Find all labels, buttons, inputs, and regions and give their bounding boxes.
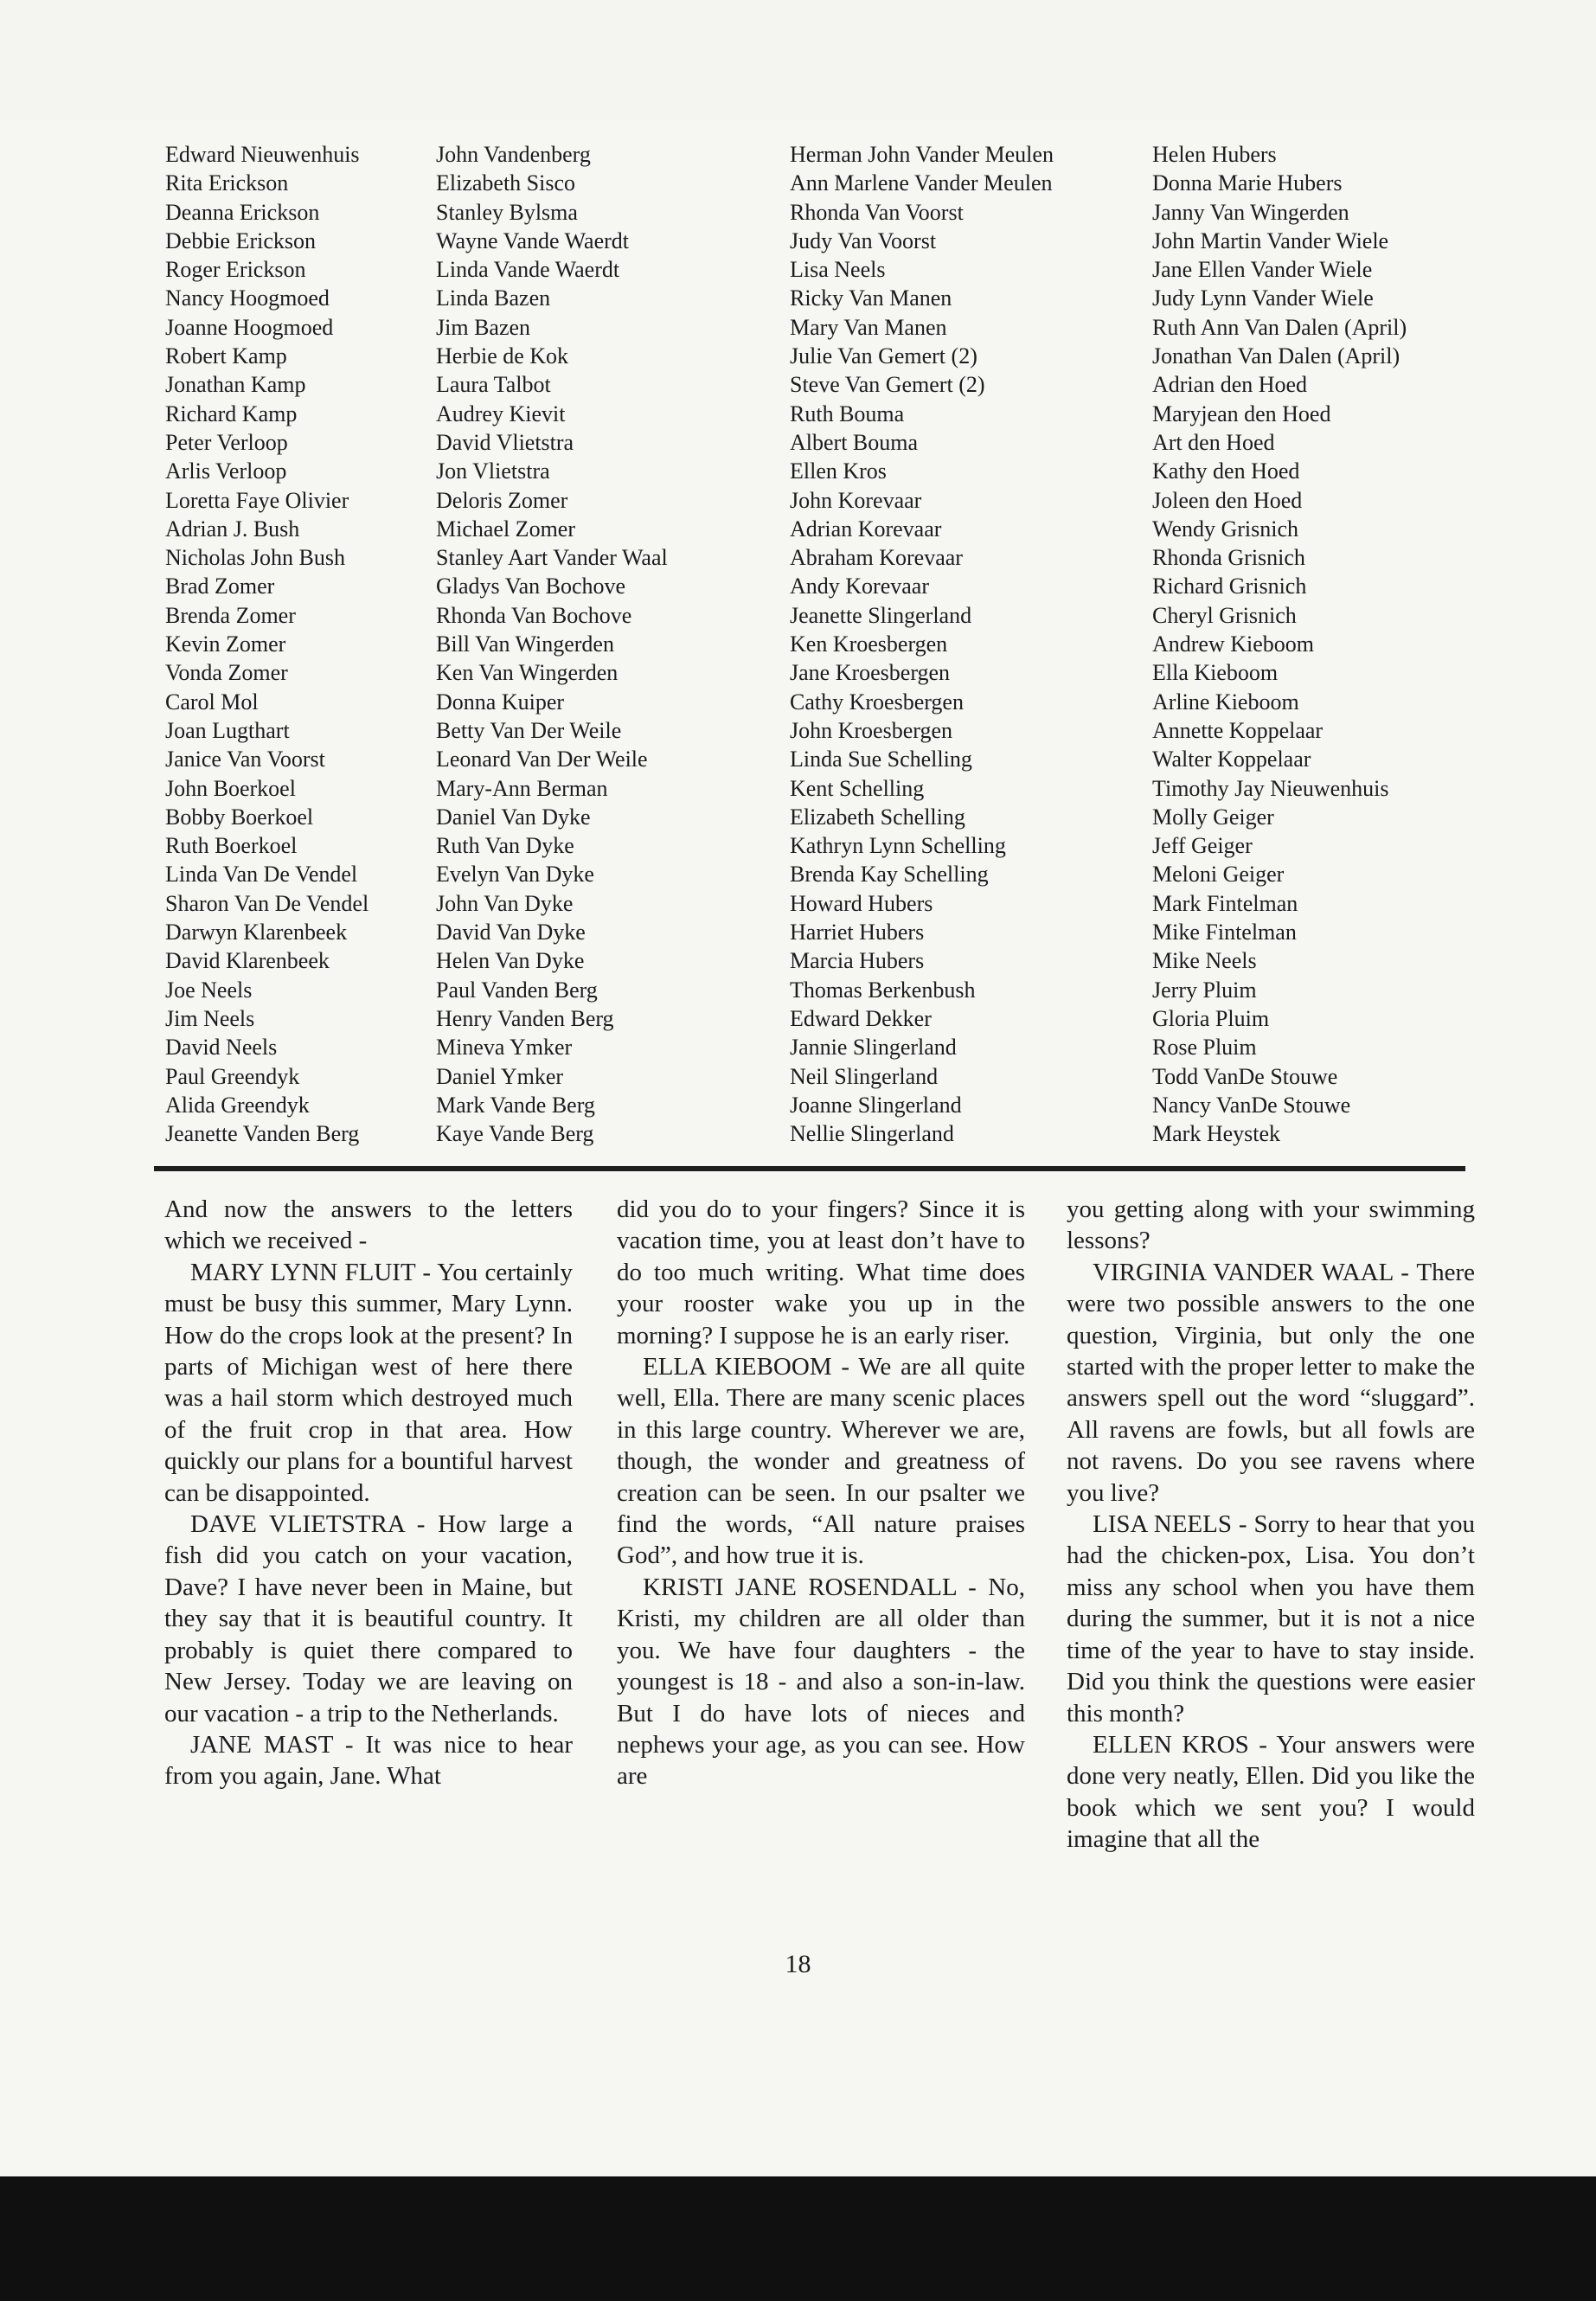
name-entry: Ken Kroesbergen (790, 631, 948, 657)
name-entry: Bill Van Wingerden (436, 631, 614, 657)
name-entry: Andrew Kieboom (1152, 631, 1315, 657)
name-entry: Elizabeth Schelling (790, 804, 965, 830)
name-entry: Jon Vlietstra (436, 458, 550, 484)
name-entry: Jerry Pluim (1152, 977, 1257, 1003)
name-entry: Sharon Van De Vendel (165, 890, 369, 916)
name-entry: Deanna Erickson (165, 199, 320, 225)
name-entry: Albert Bouma (790, 429, 919, 455)
name-entry: Julie Van Gemert (2) (790, 343, 977, 369)
name-entry: Annette Koppelaar (1152, 717, 1324, 743)
name-entry: Adrian J. Bush (165, 516, 300, 542)
name-entry: Stanley Aart Vander Waal (436, 545, 668, 571)
name-entry: Betty Van Der Weile (436, 717, 622, 743)
name-entry: Cathy Kroesbergen (790, 689, 964, 715)
name-entry: Mark Fintelman (1152, 890, 1298, 916)
name-entry: David Van Dyke (436, 920, 586, 945)
name-entry: Kaye Vande Berg (436, 1121, 594, 1147)
name-entry: Rhonda Van Voorst (790, 199, 964, 225)
name-entry: Ella Kieboom (1152, 660, 1279, 686)
letter-paragraph: MARY LYNN FLUIT - You certainly must be busy this summer, Mary Lynn. How do the crops look at the present? In parts of Michigan west of here there was a hail storm which destroyed much of the fruit crop in that area. How quickly our plans for a bountiful harvest can be disappointed. (164, 1258, 573, 1507)
letter-paragraph: And now the answers to the letters which we received - (164, 1195, 573, 1255)
name-entry: Arlis Verloop (165, 458, 287, 484)
name-entry: Rose Pluim (1152, 1035, 1257, 1061)
name-entry: Jannie Slingerland (790, 1035, 957, 1061)
name-entry: Kathy den Hoed (1152, 458, 1300, 484)
name-entry: Herman John Vander Meulen (790, 142, 1054, 167)
names-column-3 (790, 140, 1054, 1148)
name-entry: Jonathan Kamp (165, 372, 306, 398)
letter-paragraph: you getting along with your swimming lessons? (1067, 1195, 1475, 1255)
names-column-4 (1152, 140, 1407, 1148)
name-entry: Michael Zomer (436, 516, 575, 542)
name-entry: Ruth Boerkoel (165, 833, 298, 859)
bottom-margin (0, 2176, 1596, 2301)
name-entry: Ken Van Wingerden (436, 660, 619, 686)
name-entry: Jim Bazen (436, 314, 531, 340)
name-entry: Marcia Hubers (790, 948, 925, 974)
name-entry: Wayne Vande Waerdt (436, 228, 629, 253)
name-entry: John Van Dyke (436, 890, 574, 916)
name-entry: Alida Greendyk (165, 1092, 310, 1118)
name-entry: Nellie Slingerland (790, 1121, 954, 1147)
name-entry: Helen Van Dyke (436, 948, 585, 974)
name-entry: Neil Slingerland (790, 1063, 939, 1089)
name-entry: Robert Kamp (165, 343, 287, 369)
name-entry: Richard Kamp (165, 401, 298, 426)
name-entry: Jeff Geiger (1152, 833, 1253, 859)
name-entry: Art den Hoed (1152, 429, 1275, 455)
name-entry: Rita Erickson (165, 170, 289, 196)
name-entry: Deloris Zomer (436, 487, 568, 513)
name-entry: Joanne Slingerland (790, 1092, 962, 1118)
name-entry: Jim Neels (165, 1005, 255, 1031)
name-entry: Herbie de Kok (436, 343, 569, 369)
name-entry: Nancy Hoogmoed (165, 285, 330, 311)
name-entry: Mark Vande Berg (436, 1092, 595, 1118)
name-entry: Linda Vande Waerdt (436, 257, 620, 283)
name-entry: Wendy Grisnich (1152, 516, 1299, 542)
name-entry: Joleen den Hoed (1152, 487, 1303, 513)
name-entry: Harriet Hubers (790, 920, 925, 945)
letter-paragraph: DAVE VLIETSTRA - How large a fish did you catch on your vacation, Dave? I have never been in Maine, but they say that it is beautiful country. It probably is quiet there compared to New Jersey. Today we are leaving on our vacation - a trip to the Netherlands. (164, 1510, 573, 1727)
letter-paragraph: KRISTI JANE ROSENDALL - No, Kristi, my children are all older than you. We have four daughters - the youngest is 18 - and also a son-in-law. But I do have lots of nieces and nephews your age, as you can see. How are (617, 1573, 1025, 1791)
name-entry: Elizabeth Sisco (436, 170, 576, 196)
name-entry: Vonda Zomer (165, 660, 288, 686)
name-entry: Judy Lynn Vander Wiele (1152, 285, 1374, 311)
name-entry: Richard Grisnich (1152, 574, 1307, 599)
name-entry: Stanley Bylsma (436, 199, 578, 225)
name-entry: Walter Koppelaar (1152, 747, 1311, 772)
name-entry: Steve Van Gemert (2) (790, 372, 985, 398)
letter-paragraph: ELLEN KROS - Your answers were done very neatly, Ellen. Did you like the book which we sent you? I would imagine that all the (1067, 1730, 1475, 1854)
letters-column-3 (1067, 1194, 1475, 1856)
name-entry: Abraham Korevaar (790, 545, 963, 571)
name-entry: Carol Mol (165, 689, 259, 715)
name-entry: Peter Verloop (165, 429, 288, 455)
name-entry: Linda Bazen (436, 285, 551, 311)
name-entry: Audrey Kievit (436, 401, 566, 426)
name-entry: Arline Kieboom (1152, 689, 1299, 715)
name-entry: Brad Zomer (165, 574, 275, 599)
names-column-1 (165, 140, 369, 1148)
name-entry: Ricky Van Manen (790, 285, 952, 311)
name-entry: John Korevaar (790, 487, 922, 513)
name-entry: Jonathan Van Dalen (April) (1152, 343, 1401, 369)
names-column-2 (436, 140, 668, 1148)
name-entry: Henry Vanden Berg (436, 1005, 614, 1031)
name-entry: Rhonda Grisnich (1152, 545, 1305, 571)
letter-paragraph: did you do to your fingers? Since it is vacation time, you at least don’t have to do too much writing. What time does your rooster wake you up in the morning? I suppose he is an early riser. (617, 1195, 1025, 1349)
name-entry: David Vlietstra (436, 429, 574, 455)
name-entry: Kathryn Lynn Schelling (790, 833, 1006, 859)
name-entry: Kevin Zomer (165, 631, 286, 657)
name-entry: Joanne Hoogmoed (165, 314, 334, 340)
letter-paragraph: VIRGINIA VANDER WAAL - There were two possible answers to the one question, Virginia, but only the one started with the proper letter to make the answers spell out the word “sluggard”. All ravens are fowls, but all fowls are not ravens. Do you see ravens where you live? (1067, 1258, 1475, 1507)
name-entry: Rhonda Van Bochove (436, 602, 632, 628)
name-entry: Brenda Kay Schelling (790, 862, 989, 888)
name-entry: Daniel Van Dyke (436, 804, 591, 830)
page-number: 18 (785, 1950, 811, 1978)
name-entry: Gladys Van Bochove (436, 574, 626, 599)
name-entry: Joe Neels (165, 977, 253, 1003)
name-entry: Ruth Ann Van Dalen (April) (1152, 314, 1407, 340)
name-entry: John Kroesbergen (790, 717, 952, 743)
name-entry: Lisa Neels (790, 257, 886, 283)
name-entry: Nancy VanDe Stouwe (1152, 1092, 1351, 1118)
letters-column-2 (617, 1194, 1025, 1792)
name-entry: Edward Dekker (790, 1005, 932, 1031)
name-entry: John Boerkoel (165, 775, 296, 801)
name-entry: David Neels (165, 1035, 278, 1061)
name-entry: Paul Vanden Berg (436, 977, 598, 1003)
name-entry: Paul Greendyk (165, 1063, 300, 1089)
letters-column-1 (164, 1194, 573, 1792)
name-entry: Mary Van Manen (790, 314, 947, 340)
name-entry: Linda Sue Schelling (790, 747, 972, 772)
name-entry: Brenda Zomer (165, 602, 296, 628)
name-entry: Jeanette Slingerland (790, 602, 972, 628)
name-entry: Jeanette Vanden Berg (165, 1121, 360, 1147)
letter-paragraph: ELLA KIEBOOM - We are all quite well, Ella. There are many scenic places in this large country. Wherever we are, though, the wonder and greatness of creation can be seen. In our psalter we find the words, “All nature praises God”, and how true it is. (617, 1353, 1025, 1570)
name-entry: Meloni Geiger (1152, 862, 1285, 888)
name-entry: Mary-Ann Berman (436, 775, 608, 801)
name-entry: Darwyn Klarenbeek (165, 920, 348, 945)
name-entry: Daniel Ymker (436, 1063, 564, 1089)
name-entry: Mike Neels (1152, 948, 1257, 974)
name-entry: Nicholas John Bush (165, 545, 345, 571)
name-entry: Linda Van De Vendel (165, 862, 358, 888)
name-entry: Ann Marlene Vander Meulen (790, 170, 1053, 196)
name-entry: Cheryl Grisnich (1152, 602, 1297, 628)
letter-paragraph: JANE MAST - It was nice to hear from you again, Jane. What (164, 1730, 573, 1791)
name-entry: Adrian den Hoed (1152, 372, 1308, 398)
name-entry: Leonard Van Der Weile (436, 747, 648, 772)
name-entry: Debbie Erickson (165, 228, 317, 253)
name-entry: Laura Talbot (436, 372, 551, 398)
name-entry: Andy Korevaar (790, 574, 929, 599)
name-entry: Helen Hubers (1152, 142, 1277, 167)
name-entry: Mark Heystek (1152, 1121, 1281, 1147)
name-entry: Timothy Jay Nieuwenhuis (1152, 775, 1389, 801)
letter-paragraph: LISA NEELS - Sorry to hear that you had the chicken-pox, Lisa. You don’t miss any school when you have them during the summer, but it is not a nice time of the year to have to stay inside. Did you think the questions were easier this month? (1067, 1510, 1475, 1727)
name-entry: Janny Van Wingerden (1152, 199, 1349, 225)
name-entry: Mike Fintelman (1152, 920, 1297, 945)
name-entry: Donna Kuiper (436, 689, 565, 715)
name-entry: David Klarenbeek (165, 948, 330, 974)
name-entry: Maryjean den Hoed (1152, 401, 1331, 426)
name-entry: Bobby Boerkoel (165, 804, 314, 830)
name-entry: Gloria Pluim (1152, 1005, 1270, 1031)
name-entry: Thomas Berkenbush (790, 977, 976, 1003)
name-entry: Donna Marie Hubers (1152, 170, 1343, 196)
name-entry: Jane Ellen Vander Wiele (1152, 257, 1373, 283)
name-entry: Edward Nieuwenhuis (165, 142, 360, 167)
name-entry: Adrian Korevaar (790, 516, 942, 542)
name-entry: Ruth Van Dyke (436, 833, 574, 859)
name-entry: Todd VanDe Stouwe (1152, 1063, 1338, 1089)
name-entry: Janice Van Voorst (165, 747, 325, 772)
name-entry: Evelyn Van Dyke (436, 862, 594, 888)
name-entry: Loretta Faye Olivier (165, 487, 349, 513)
name-entry: Kent Schelling (790, 775, 925, 801)
name-entry: Howard Hubers (790, 890, 933, 916)
section-divider (154, 1166, 1465, 1171)
name-entry: Joan Lugthart (165, 717, 290, 743)
name-entry: Ruth Bouma (790, 401, 905, 426)
name-entry: Jane Kroesbergen (790, 660, 951, 686)
name-entry: John Martin Vander Wiele (1152, 228, 1389, 253)
top-margin (0, 0, 1596, 119)
name-entry: Molly Geiger (1152, 804, 1274, 830)
name-entry: Ellen Kros (790, 458, 887, 484)
name-entry: Judy Van Voorst (790, 228, 937, 253)
name-entry: Mineva Ymker (436, 1035, 573, 1061)
name-entry: John Vandenberg (436, 142, 591, 167)
name-entry: Roger Erickson (165, 257, 306, 283)
